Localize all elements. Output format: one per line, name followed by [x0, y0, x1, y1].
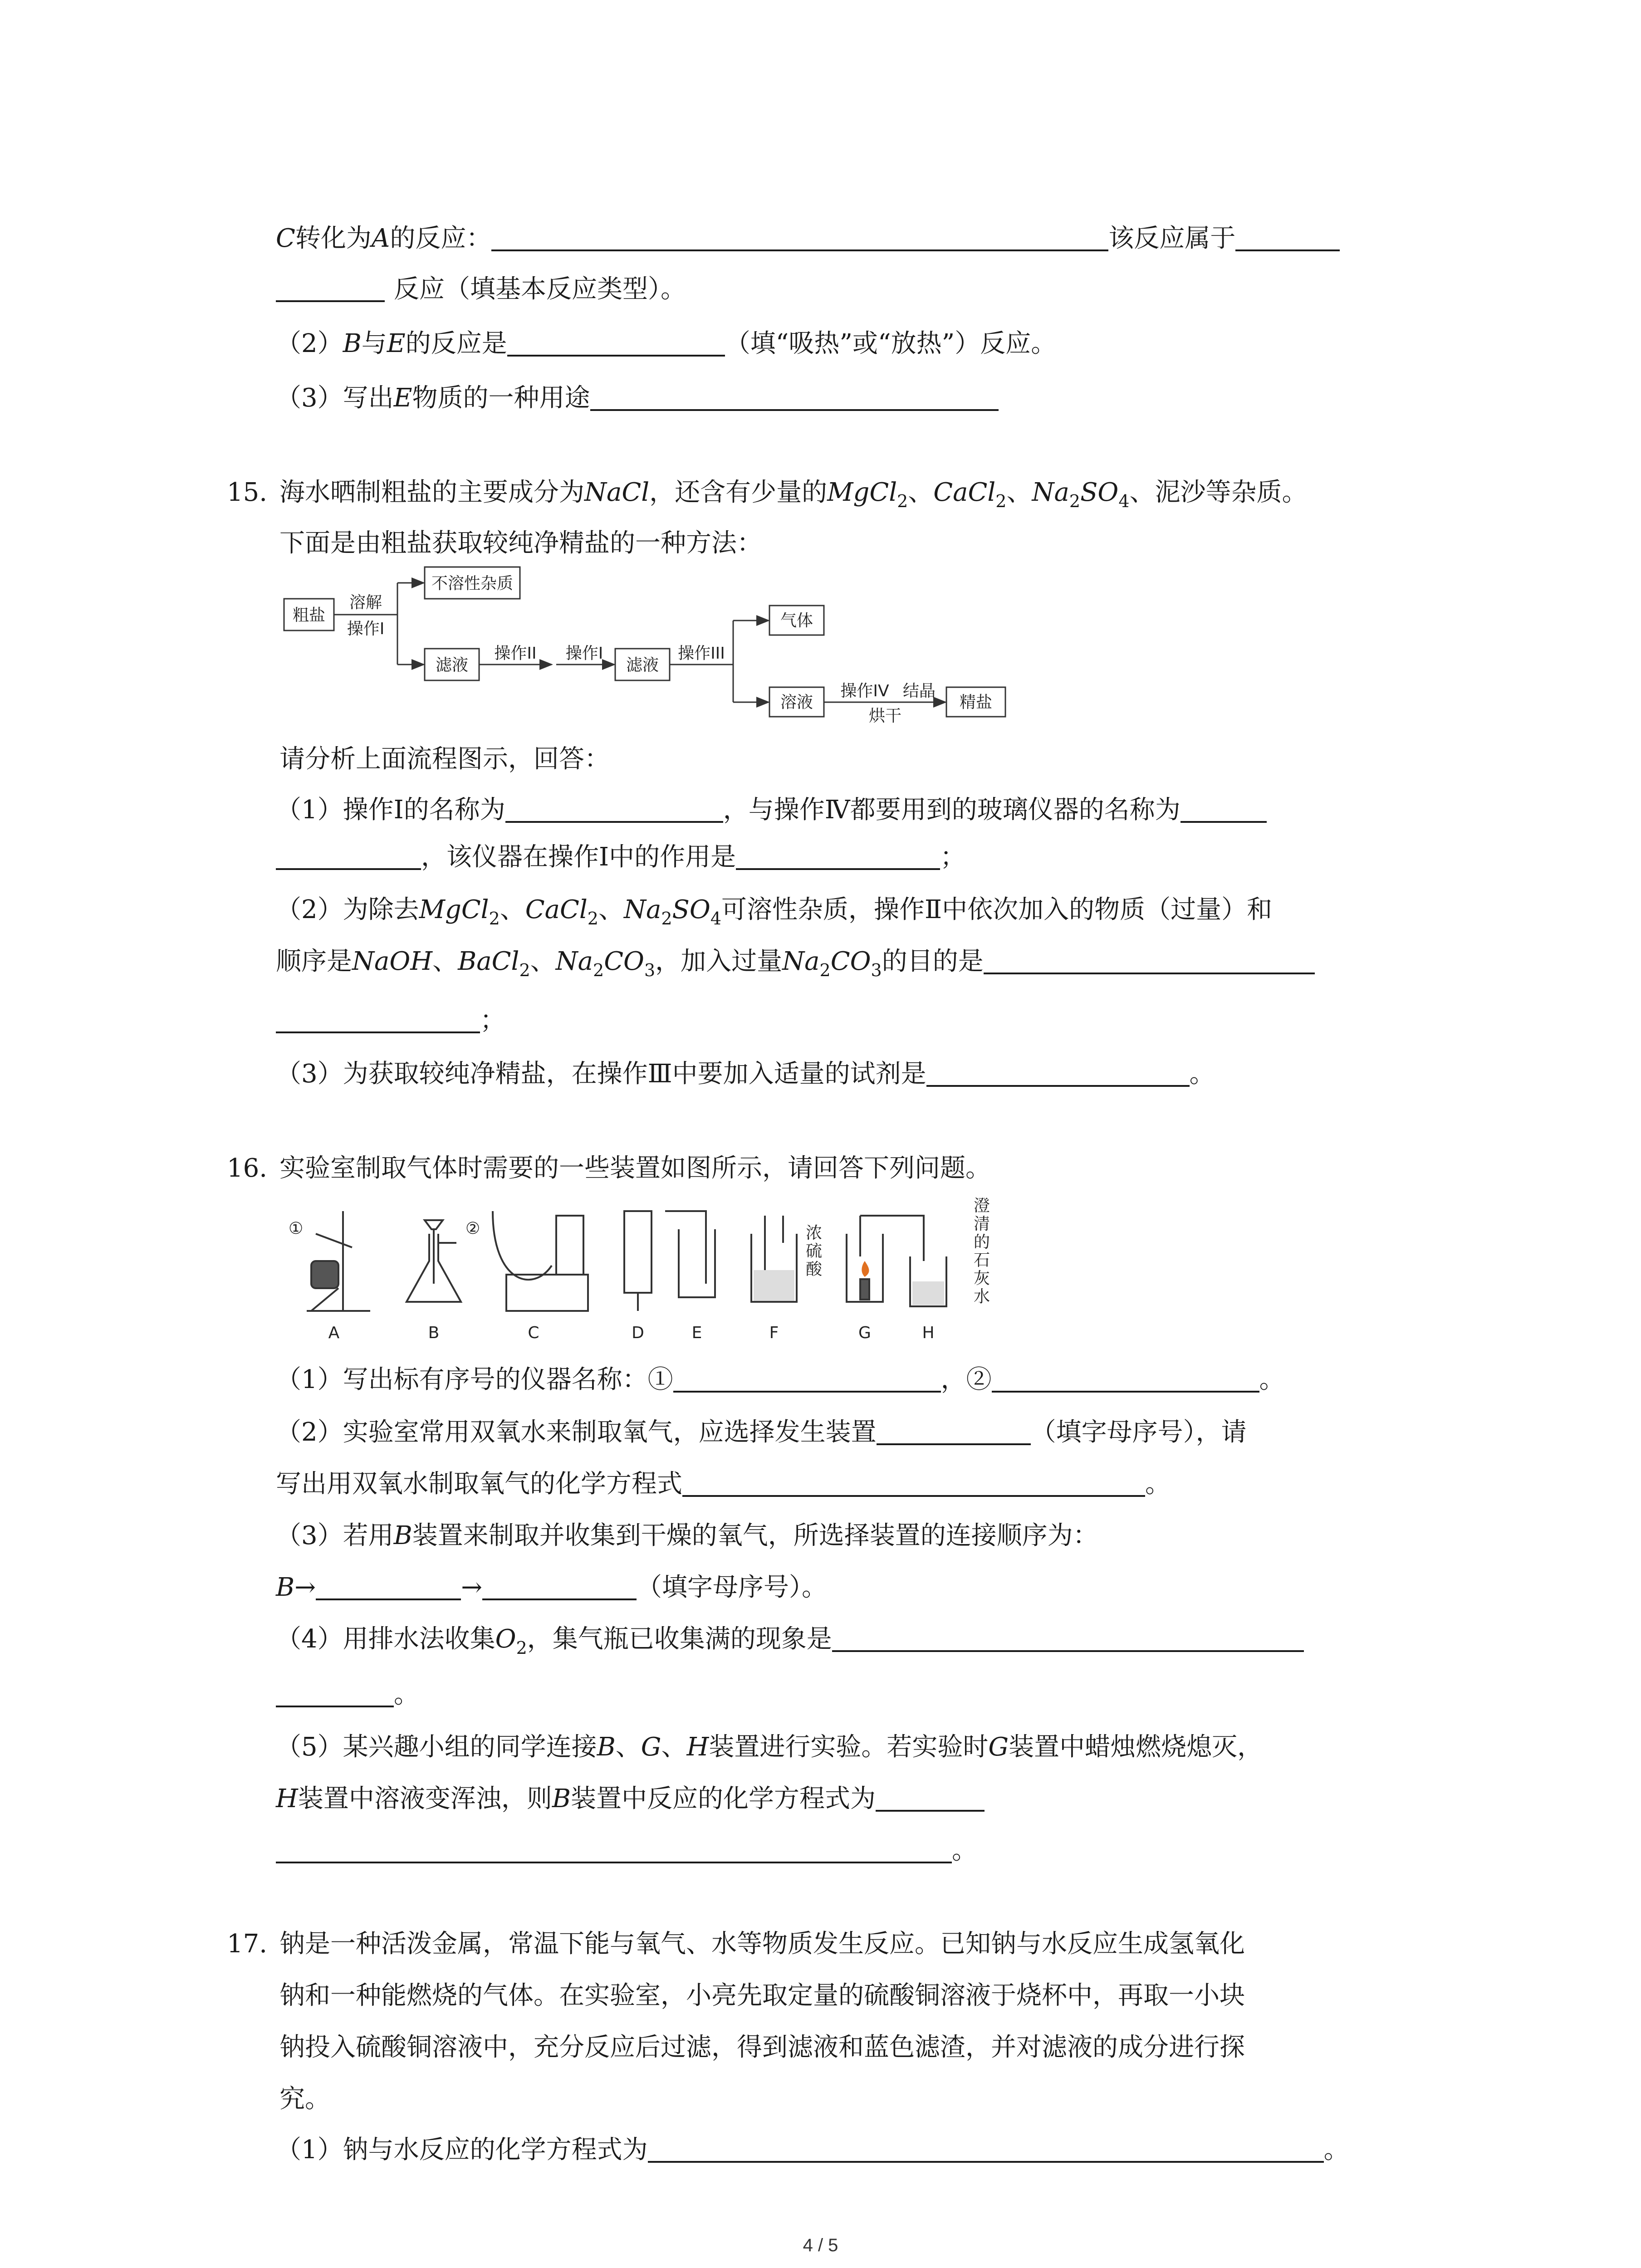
label-op2: 操作II	[494, 644, 537, 663]
q14-part2: （2）B与E的反应是 （填“吸热”或“放热”）反应。	[276, 329, 1057, 358]
label-op3: 操作III	[678, 644, 725, 663]
q16-number: 16.	[227, 1154, 268, 1183]
q15-line2: 下面是由粗盐获取较纯净精盐的一种方法：	[279, 528, 762, 558]
apparatus-g	[847, 1216, 924, 1302]
label-insoluble: 不溶性杂质	[431, 574, 514, 593]
label-crude-salt: 粗盐	[292, 606, 326, 625]
answer-blank[interactable]	[276, 843, 421, 870]
answer-blank[interactable]	[491, 224, 1108, 251]
answer-blank[interactable]	[673, 1365, 941, 1393]
answer-blank[interactable]	[276, 1680, 394, 1707]
q16-part5-end: 。	[276, 1833, 977, 1869]
label-dry: 烘干	[868, 707, 902, 725]
lime-1: 澄	[974, 1197, 990, 1215]
answer-blank[interactable]	[926, 1060, 1190, 1087]
answer-blank[interactable]	[590, 384, 999, 411]
label-f: F	[769, 1324, 779, 1342]
answer-blank[interactable]	[984, 947, 1315, 974]
acid-1: 浓	[806, 1224, 823, 1242]
q17-part1: （1）钠与水反应的化学方程式为 。	[276, 2135, 1349, 2165]
q17-line3: 钠投入硫酸铜溶液中，充分反应后过滤，得到滤液和蓝色滤渣，并对滤液的成分进行探	[279, 2033, 1245, 2062]
label-op1-repeat: 操作I	[565, 644, 603, 663]
answer-blank[interactable]	[1235, 224, 1340, 251]
label-filtrate2: 滤液	[626, 656, 659, 675]
label-crystallize: 结晶	[902, 682, 936, 700]
q16-part3-cont: B→ → （填字母序号）。	[276, 1573, 827, 1602]
label-refined-salt: 精盐	[959, 693, 993, 712]
apparatus-a	[307, 1211, 370, 1311]
q15-flowchart	[279, 562, 1014, 732]
apparatus-svg	[279, 1193, 1014, 1347]
answer-blank[interactable]	[505, 796, 723, 823]
answer-blank[interactable]	[1181, 796, 1267, 823]
answer-blank[interactable]	[276, 1836, 952, 1863]
mark-1: ①	[289, 1219, 304, 1238]
lime-6: 水	[974, 1287, 990, 1306]
q15-part3: （3）为获取较纯净精盐，在操作Ⅲ中要加入适量的试剂是 。	[276, 1059, 1215, 1089]
q16-part2: （2）实验室常用双氧水来制取氧气，应选择发生装置 （填字母序号），请	[276, 1418, 1247, 1447]
acid-2: 硫	[806, 1242, 823, 1261]
q16-part5: （5）某兴趣小组的同学连接B、G、H装置进行实验。若实验时G装置中蜡烛燃烧熄灭，	[276, 1732, 1263, 1762]
q17-line4: 究。	[279, 2084, 330, 2114]
q15-number: 15.	[227, 478, 268, 507]
label-h: H	[922, 1324, 935, 1342]
label-op4: 操作IV	[840, 682, 889, 700]
q15-line1: 海水晒制粗盐的主要成分为NaCl，还含有少量的MgCl$_2$、CaCl$_2$、$Na_2SO_4$、泥沙等杂质。	[279, 478, 1308, 511]
q14-part3: （3）写出E物质的一种用途	[276, 380, 999, 416]
q16-part5-cont: H装置中溶液变浑浊，则B装置中反应的化学方程式为	[276, 1781, 985, 1817]
apparatus-h	[910, 1256, 946, 1306]
q15-part1-cont: ，该仪器在操作Ⅰ中的作用是 ；	[276, 839, 965, 875]
lime-4: 石	[974, 1251, 990, 1270]
answer-blank[interactable]	[507, 329, 725, 357]
q15-part2-end: ；	[276, 1002, 505, 1039]
answer-blank[interactable]	[648, 2136, 1324, 2163]
apparatus-e	[665, 1211, 715, 1297]
q17-line2: 钠和一种能燃烧的气体。在实验室，小亮先取定量的硫酸铜溶液于烧杯中，再取一小块	[279, 1981, 1245, 2010]
label-c: C	[528, 1324, 539, 1342]
label-b: B	[428, 1324, 440, 1342]
label-op1: 操作I	[347, 620, 385, 638]
q15-part1: （1）操作Ⅰ的名称为 ，与操作Ⅳ都要用到的玻璃仪器的名称为	[276, 792, 1267, 828]
label-filtrate1: 滤液	[435, 656, 469, 675]
q16-part2-cont: 写出用双氧水制取氧气的化学方程式 。	[276, 1469, 1171, 1499]
label-g: G	[858, 1324, 871, 1342]
q16-part4-cont: 。	[276, 1677, 419, 1713]
answer-blank[interactable]	[832, 1625, 1304, 1652]
label-gas: 气体	[780, 611, 813, 630]
answer-blank[interactable]	[682, 1470, 1145, 1497]
q17-number: 17.	[227, 1929, 268, 1959]
label-d: D	[632, 1324, 644, 1342]
answer-blank[interactable]	[276, 275, 385, 302]
answer-blank[interactable]	[482, 1573, 637, 1600]
q16-part4: （4）用排水法收集$O_2$，集气瓶已收集满的现象是	[276, 1621, 1304, 1657]
label-e: E	[691, 1324, 702, 1342]
answer-blank[interactable]	[877, 1418, 1031, 1445]
answer-blank[interactable]	[736, 843, 940, 870]
acid-3: 酸	[806, 1260, 823, 1279]
page-number: 4 / 5	[803, 2235, 838, 2255]
apparatus-c	[493, 1211, 588, 1311]
label-dissolve: 溶解	[349, 593, 382, 612]
label-solution: 溶液	[780, 693, 813, 712]
q16-part1: （1）写出标有序号的仪器名称：① ，② 。	[276, 1365, 1285, 1394]
q15-part2-cont: 顺序是NaOH、BaCl$_2$、$Na_2CO_3$，加入过量$Na_2CO_3$的目的是	[276, 943, 1315, 980]
q17-line1: 钠是一种活泼金属，常温下能与氧气、水等物质发生反应。已知钠与水反应生成氢氧化	[279, 1929, 1245, 1959]
mark-2: ②	[465, 1219, 480, 1238]
answer-blank[interactable]	[992, 1365, 1259, 1393]
q16-apparatus-figure	[279, 1193, 1014, 1349]
lime-2: 清	[974, 1215, 990, 1233]
answer-blank[interactable]	[316, 1573, 461, 1600]
q16-line1: 实验室制取气体时需要的一些装置如图所示，请回答下列问题。	[279, 1154, 991, 1183]
q15-line3: 请分析上面流程图示，回答：	[279, 744, 610, 774]
answer-blank[interactable]	[876, 1784, 985, 1812]
apparatus-d	[624, 1211, 652, 1311]
answer-blank[interactable]	[276, 1006, 480, 1033]
apparatus-f	[751, 1216, 797, 1302]
apparatus-b	[407, 1220, 461, 1302]
lime-3: 的	[974, 1233, 990, 1251]
q16-part3: （3）若用B装置来制取并收集到干燥的氧气，所选择装置的连接顺序为：	[276, 1521, 1098, 1550]
q14-line-c-to-a: C转化为A的反应： 该反应属于	[276, 220, 1340, 257]
q15-part2: （2）为除去MgCl$_2$、CaCl$_2$、$Na_2SO_4$可溶性杂质，操作Ⅱ中依次加入的物质（过量）和	[276, 895, 1273, 929]
flowchart-svg	[279, 562, 1014, 730]
lime-5: 灰	[974, 1269, 990, 1288]
label-a: A	[328, 1324, 340, 1342]
q14-line-reaction-type: 反应（填基本反应类型）。	[276, 271, 686, 308]
